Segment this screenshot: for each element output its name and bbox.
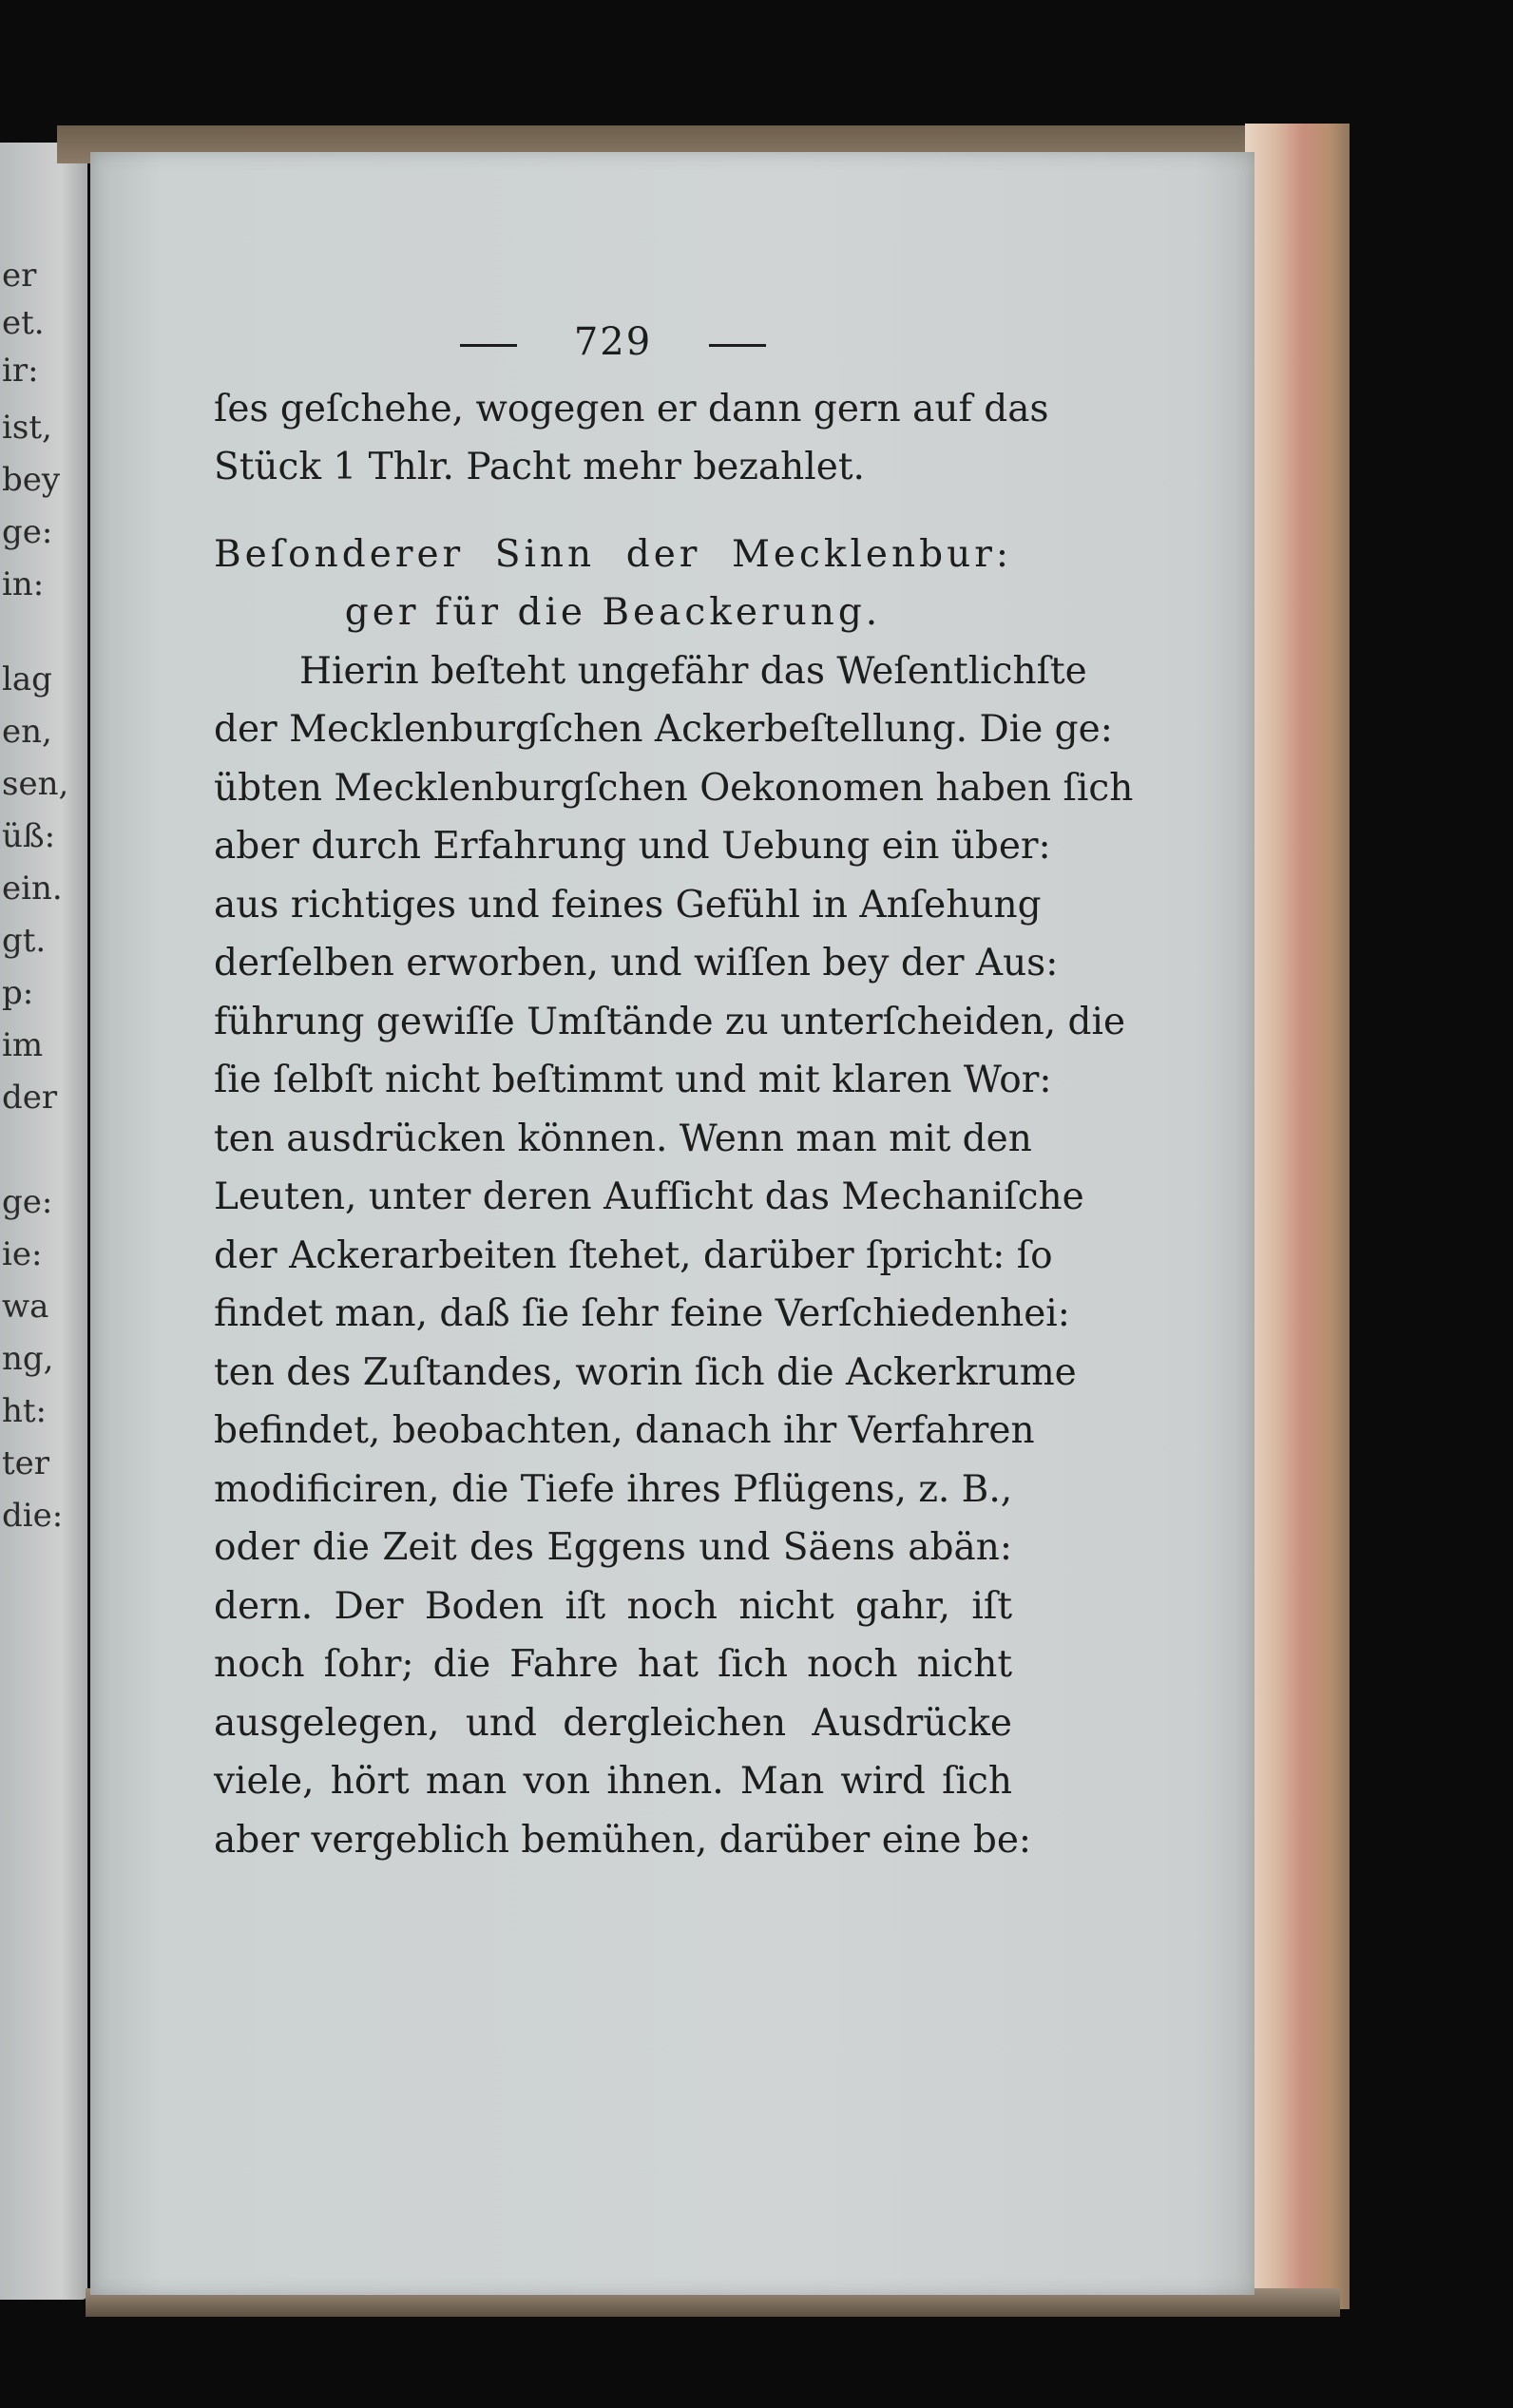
left-page-text-fragment: gt. xyxy=(2,922,47,960)
left-page-text-fragment: et. xyxy=(2,304,45,342)
left-page-text-fragment: en, xyxy=(2,713,52,751)
text-line: führung gewiſſe Umſtände zu unterſcheiden, die xyxy=(214,1000,1126,1043)
left-page-text-fragment: er xyxy=(2,257,37,295)
left-page-text-fragment: der xyxy=(2,1079,58,1117)
left-page-text-fragment: ie: xyxy=(2,1235,43,1273)
text-line: übten Mecklenburgſchen Oekonomen haben ſich xyxy=(214,766,1134,810)
text-line: aber durch Erfahrung und Uebung ein über: xyxy=(214,825,1051,868)
text-line: modificiren, die Tiefe ihres Pflügens, z. B., xyxy=(214,1467,1013,1511)
section-heading xyxy=(214,526,1012,642)
left-page-text-fragment: in: xyxy=(2,565,45,603)
book-page xyxy=(90,152,1254,2295)
book-page-block-edge xyxy=(1245,124,1350,2309)
text-line: ten des Zuſtandes, worin ſich die Ackerkrume xyxy=(214,1350,1077,1394)
left-page-text-fragment: die: xyxy=(2,1497,64,1535)
left-page-text-fragment: im xyxy=(2,1026,44,1064)
text-line: ten ausdrücken können. Wenn man mit den xyxy=(214,1117,1032,1160)
text-line: ſie ſelbſt nicht beſtimmt und mit klaren Wor: xyxy=(214,1059,1052,1101)
header-dash-right xyxy=(709,344,766,347)
left-page-text-fragment: ein. xyxy=(2,870,63,908)
text-line: Hierin beſteht ungefähr das Weſentlichſte xyxy=(299,649,1087,693)
heading-line: Beſonderer Sinn der Mecklenbur: xyxy=(214,532,1012,576)
text-line: befindet, beobachten, danach ihr Verfahren xyxy=(214,1409,1035,1452)
continued-text xyxy=(214,380,1049,497)
left-page-text-fragment: ter xyxy=(2,1444,50,1482)
page-number: 729 xyxy=(573,320,653,364)
text-line: oder die Zeit des Eggens und Säens abän: xyxy=(214,1526,1012,1569)
header-dash-left xyxy=(460,344,517,347)
paragraph xyxy=(214,642,1134,1870)
left-page-text-fragment: ist, xyxy=(2,409,52,447)
left-page-text-fragment: ge: xyxy=(2,513,53,551)
text-line: noch ſohr; die Fahre hat ſich noch nicht xyxy=(214,1643,1012,1686)
text-line: der Mecklenburgſchen Ackerbeſtellung. Die ge: xyxy=(214,708,1113,751)
left-page-edge xyxy=(0,143,87,2300)
left-page-text-fragment: ir: xyxy=(2,352,39,390)
text-line: Leuten, unter deren Aufſicht das Mechaniſche xyxy=(214,1175,1084,1218)
left-page-text-fragment: ht: xyxy=(2,1392,48,1430)
left-page-text-fragment: lag xyxy=(2,660,52,698)
text-line: der Ackerarbeiten ſtehet, darüber ſpricht: ſo xyxy=(214,1233,1053,1277)
left-page-text-fragment: wa xyxy=(2,1288,49,1326)
left-page-text-fragment: ge: xyxy=(2,1183,53,1221)
text-line: findet man, daß ſie ſehr feine Verſchiedenhei: xyxy=(214,1292,1070,1335)
left-page-text-fragment: p: xyxy=(2,974,34,1012)
page-text xyxy=(214,314,1134,1869)
text-line: ſes geſchehe, wogegen er dann gern auf das xyxy=(214,387,1049,430)
text-line: ausgelegen, und dergleichen Ausdrücke xyxy=(214,1701,1012,1745)
text-line: aber vergeblich bemühen, darüber eine be: xyxy=(214,1818,1032,1862)
left-page-text-fragment: sen, xyxy=(2,765,69,803)
left-page-text-fragment: bey xyxy=(2,461,61,499)
text-line: Stück 1 Thlr. Pacht mehr bezahlet. xyxy=(214,446,865,488)
left-page-text-fragment: üß: xyxy=(2,817,56,855)
text-line: aus richtiges und feines Gefühl in Anſehung xyxy=(214,883,1042,927)
page-header xyxy=(214,314,1012,373)
text-line: derſelben erworben, und wiſſen bey der Aus: xyxy=(214,942,1059,984)
text-line: dern. Der Boden iſt noch nicht gahr, iſt xyxy=(214,1584,1012,1628)
text-line: viele, hört man von ihnen. Man wird ſich xyxy=(214,1760,1012,1803)
left-page-text-fragment: ng, xyxy=(2,1340,54,1378)
heading-line: ger für die Beackerung. xyxy=(344,591,882,634)
